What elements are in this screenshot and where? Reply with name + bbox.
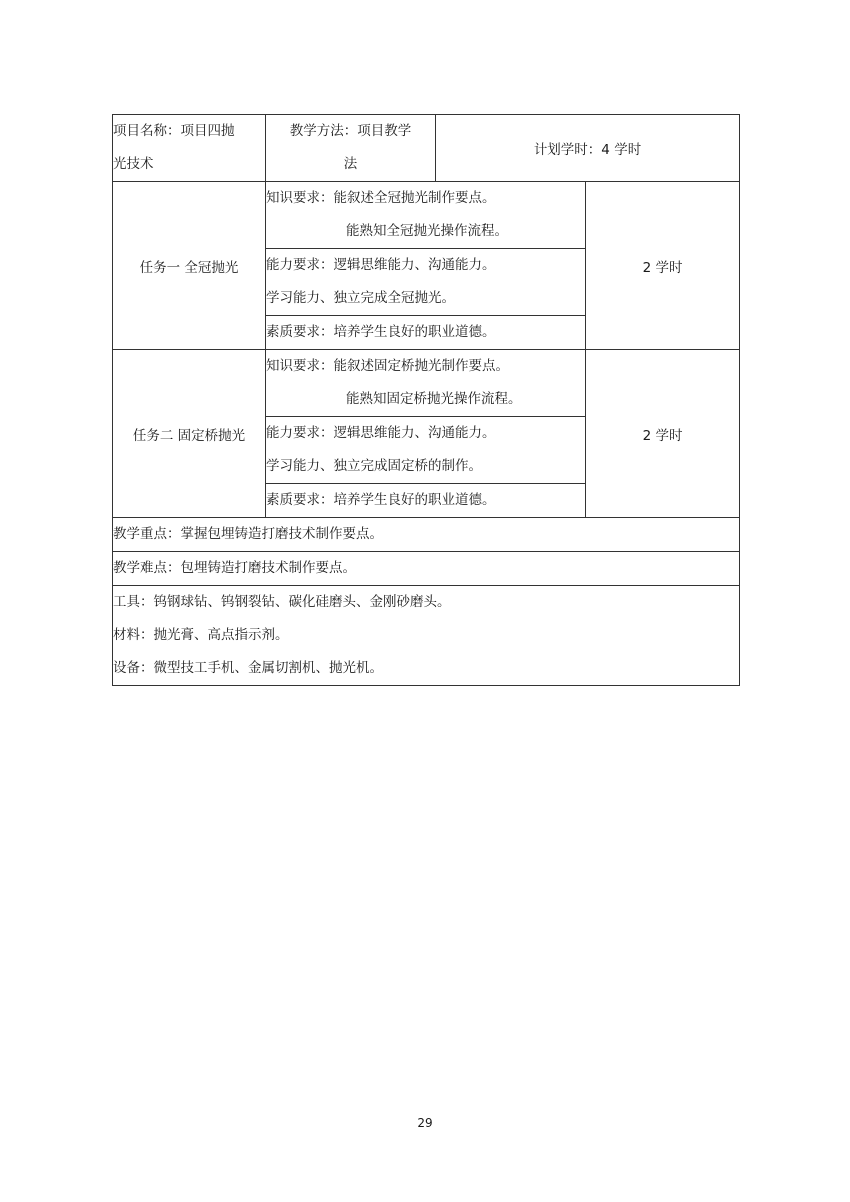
requirement-line: 学习能力、独立完成全冠抛光。 [266, 290, 455, 306]
requirement-line: 能熟知固定桥抛光操作流程。 [346, 391, 522, 407]
requirement-line: 能力要求：逻辑思维能力、沟通能力。 [266, 257, 496, 273]
difficult-point-text: 教学难点：包埋铸造打磨技术制作要点。 [113, 560, 356, 576]
ability-requirement [266, 249, 586, 316]
materials-line: 材料：抛光膏、高点指示剂。 [113, 627, 289, 643]
task-hours: 2 学时 [586, 182, 740, 350]
key-point-row [113, 518, 740, 552]
task-hours: 2 学时 [586, 350, 740, 518]
requirement-line: 知识要求：能叙述固定桥抛光制作要点。 [266, 358, 509, 374]
requirement-line: 知识要求：能叙述全冠抛光制作要点。 [266, 190, 496, 206]
requirement-line: 能力要求：逻辑思维能力、沟通能力。 [266, 425, 496, 441]
task-row [113, 182, 740, 249]
project-name-line: 项目名称：项目四抛 [113, 123, 235, 139]
requirement-line: 素质要求：培养学生良好的职业道德。 [266, 492, 496, 508]
difficult-point-cell [113, 552, 740, 586]
teaching-method-line: 法 [343, 156, 358, 172]
quality-requirement [266, 484, 586, 518]
teaching-plan-table [112, 114, 740, 686]
teaching-method-line: 教学方法：项目教学 [289, 123, 412, 139]
project-name-cell [113, 115, 266, 182]
tools-line: 工具：钨钢球钻、钨钢裂钻、碳化硅磨头、金刚砂磨头。 [113, 594, 451, 610]
header-row [113, 115, 740, 182]
teaching-method-cell [266, 115, 436, 182]
knowledge-requirement [266, 182, 586, 249]
project-name-line: 光技术 [113, 156, 154, 172]
requirement-line: 能熟知全冠抛光操作流程。 [346, 223, 508, 239]
key-point-text: 教学重点：掌握包埋铸造打磨技术制作要点。 [113, 526, 383, 542]
page-number: 29 [417, 1116, 433, 1130]
key-point-cell [113, 518, 740, 552]
task-name: 任务二 固定桥抛光 [113, 350, 266, 518]
resources-cell [113, 586, 740, 686]
task-name: 任务一 全冠抛光 [113, 182, 266, 350]
resources-row [113, 586, 740, 686]
requirement-line: 学习能力、独立完成固定桥的制作。 [266, 458, 482, 474]
equipment-line: 设备：微型技工手机、金属切割机、抛光机。 [113, 660, 383, 676]
task-row [113, 350, 740, 417]
knowledge-requirement [266, 350, 586, 417]
requirement-line: 素质要求：培养学生良好的职业道德。 [266, 324, 496, 340]
difficult-point-row [113, 552, 740, 586]
quality-requirement [266, 316, 586, 350]
planned-hours-cell: 计划学时：4 学时 [436, 115, 740, 182]
ability-requirement [266, 417, 586, 484]
